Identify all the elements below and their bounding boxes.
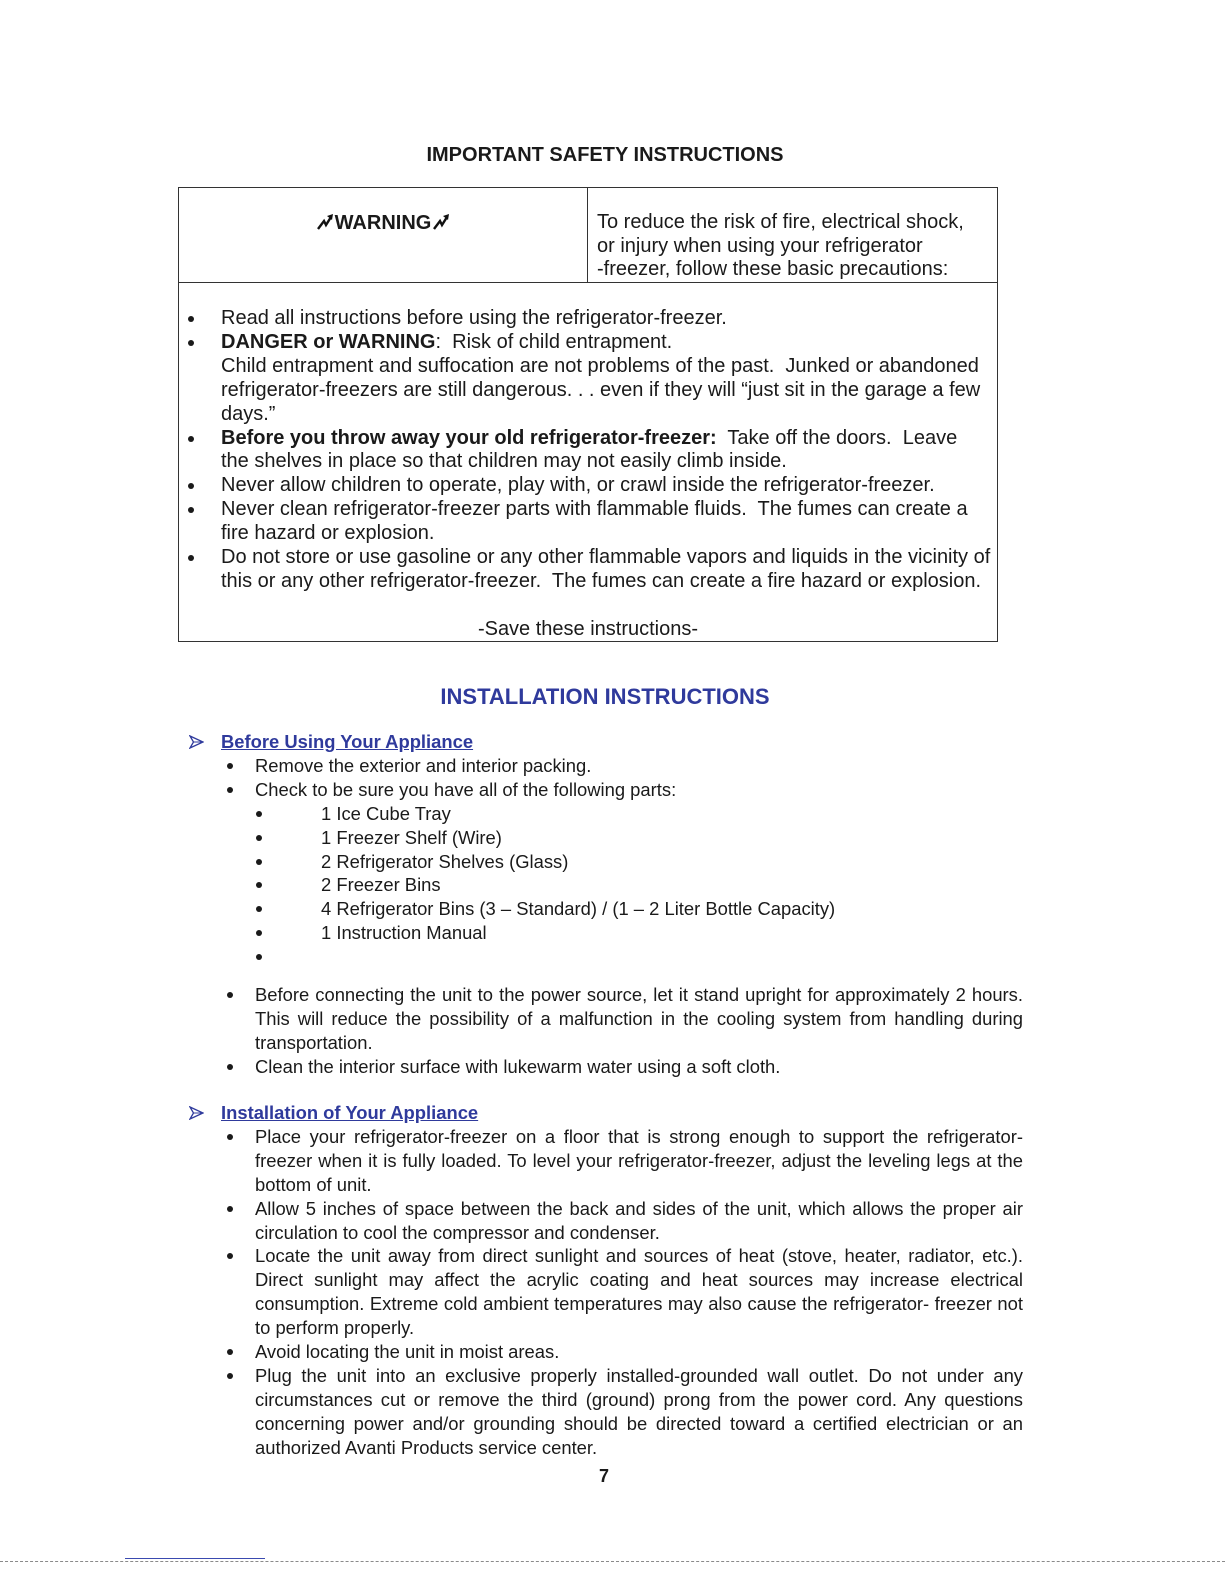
safety-list: [179, 307, 997, 594]
bullet: [227, 992, 233, 998]
list-item: [0, 1125, 1225, 1197]
safety-item-line: Child entrapment and suffocation are not problems of the past. Junked or abandoned: [221, 354, 979, 377]
section-heading: [0, 730, 1225, 754]
part-label-empty: [321, 945, 1089, 969]
bullet: [227, 1373, 233, 1379]
footnote-separator: [125, 1558, 265, 1559]
bullet: [188, 340, 194, 346]
list-item-line: Place your refrigerator-freezer on a floor that is strong enough to support the refrigerator-: [255, 1125, 1023, 1147]
bullet: [227, 1134, 233, 1140]
lightning-arrow-icon: [315, 212, 335, 232]
page-break-line: [0, 1561, 1225, 1562]
safety-item-line: fire hazard or explosion.: [221, 522, 435, 545]
part-label: 4 Refrigerator Bins (3 – Standard) / (1 – 2 Liter Bottle Capacity): [321, 898, 836, 920]
list-item-line: consumption. Extreme cold ambient temperatures may also cause the refrigerator- freezer not: [255, 1293, 1023, 1315]
precaution-line: or injury when using your refrigerator: [597, 234, 923, 257]
list-item: [0, 1197, 1225, 1245]
part-item: [0, 850, 1225, 874]
part-label: 1 Ice Cube Tray: [321, 802, 451, 824]
list-item: [0, 1364, 1225, 1460]
safety-item-line: the shelves in place so that children may not easily climb inside.: [221, 450, 787, 473]
list-item-line: authorized Avanti Products service center.: [255, 1436, 598, 1458]
bullet: [188, 507, 194, 513]
safety-item-line: Never clean refrigerator-freezer parts with flammable fluids. The fumes can create a: [221, 498, 968, 521]
safety-item: [179, 427, 997, 475]
safety-item-text: : Risk of child entrapment.: [435, 330, 673, 353]
list-item-line: Check to be sure you have all of the following parts:: [255, 778, 677, 800]
bullet: [256, 954, 262, 960]
safety-item-line: Do not store or use gasoline or any other flammable vapors and liquids in the vicinity of: [221, 546, 991, 569]
list-item-line: Remove the exterior and interior packing.: [255, 754, 592, 776]
list-item-line: Direct sunlight may affect the acrylic coating and heat sources may increase electrical: [255, 1269, 1023, 1291]
list-item-line: Avoid locating the unit in moist areas.: [255, 1341, 560, 1363]
lightning-arrow-icon: [431, 212, 451, 232]
bullet: [227, 1206, 233, 1212]
save-instructions-note: -Save these instructions-: [477, 618, 699, 640]
bullet: [188, 316, 194, 322]
bullet: [227, 787, 233, 793]
safety-item-line: Never allow children to operate, play with, or crawl inside the refrigerator-freezer.: [221, 474, 935, 497]
precaution-line: To reduce the risk of fire, electrical shock,: [597, 211, 964, 233]
installation-title: INSTALLATION INSTRUCTIONS: [440, 684, 770, 709]
part-item: [0, 802, 1225, 826]
installation-heading: Installation of Your Appliance: [221, 1102, 479, 1123]
before-using-heading: Before Using Your Appliance: [221, 731, 474, 752]
bullet: [227, 1253, 233, 1259]
bullet: [256, 930, 262, 936]
list-item-line: This will reduce the possibility of a malfunction in the cooling system from handling during: [255, 1007, 1023, 1029]
bullet: [256, 835, 262, 841]
empty-part-item: [0, 945, 1225, 969]
part-label: 1 Freezer Shelf (Wire): [321, 826, 502, 848]
warning-cell: [179, 188, 587, 282]
list-item: [0, 754, 1225, 778]
bullet: [188, 555, 194, 561]
disposal-lead: Before you throw away your old refrigerator-freezer:: [221, 426, 717, 449]
part-label: 2 Refrigerator Shelves (Glass): [321, 850, 569, 872]
list-item: [0, 1244, 1225, 1340]
list-item-line: bottom of unit.: [255, 1173, 372, 1195]
bullet: [227, 763, 233, 769]
safety-item: [179, 498, 997, 546]
before-using-section: [0, 730, 1225, 1079]
header-divider: [179, 282, 997, 283]
list-item-line: circulation to cool the compressor and condenser.: [255, 1221, 660, 1243]
list-item-line: to perform properly.: [255, 1317, 415, 1339]
list-item: [0, 983, 1225, 1055]
bullet: [188, 483, 194, 489]
safety-item-line: days.”: [221, 402, 276, 425]
safety-item: [179, 546, 997, 594]
list-item-line: Locate the unit away from direct sunlight and sources of heat (stove, heater, radiator, etc.).: [255, 1245, 1023, 1267]
safety-item: [179, 474, 997, 498]
arrowhead-bullet-icon: [189, 735, 204, 749]
part-item: [0, 897, 1225, 921]
safety-item-line: this or any other refrigerator-freezer. The fumes can create a fire hazard or explosion.: [221, 569, 981, 592]
bullet: [256, 882, 262, 888]
list-item-line: concerning power and/or grounding should be directed toward a certified electrician or an: [255, 1412, 1023, 1434]
list-item-line: circumstances cut or remove the third (ground) prong from the power cord. Any questions: [255, 1388, 1023, 1410]
list-item: [0, 1340, 1225, 1364]
safety-item-line: refrigerator-freezers are still dangerous. . . even if they will “just sit in the garage a few: [221, 378, 981, 401]
installation-section: [0, 1101, 1225, 1460]
safety-item: [179, 307, 997, 331]
safety-item-line: Read all instructions before using the refrigerator-freezer.: [221, 307, 727, 329]
list-item-line: Plug the unit into an exclusive properly installed-grounded wall outlet. Do not under any: [255, 1364, 1023, 1386]
cell-divider: [587, 188, 588, 282]
danger-lead: DANGER or WARNING: [221, 330, 436, 353]
part-label: 1 Instruction Manual: [321, 922, 487, 944]
precaution-line: -freezer, follow these basic precautions:: [597, 258, 949, 280]
part-item: [0, 826, 1225, 850]
warning-heading: [179, 212, 587, 236]
list-item-line: transportation.: [255, 1031, 373, 1053]
list-item-line: freezer when it is fully loaded. To level your refrigerator-freezer, adjust the leveling legs at the: [255, 1149, 1023, 1171]
list-item: [0, 778, 1225, 802]
bullet: [256, 859, 262, 865]
safety-item-line: [221, 331, 997, 355]
precaution-cell: [597, 211, 964, 282]
list-item-line: Before connecting the unit to the power source, let it stand upright for approximately 2 hours.: [255, 984, 1023, 1006]
safety-item-line: [221, 427, 997, 451]
bullet: [256, 906, 262, 912]
part-label: 2 Freezer Bins: [321, 874, 441, 896]
part-item: [0, 873, 1225, 897]
bullet: [188, 436, 194, 442]
bullet: [227, 1349, 233, 1355]
arrowhead-bullet-icon: [189, 1106, 204, 1120]
safety-item-text: Take off the doors. Leave: [716, 426, 958, 449]
list-item-line: Clean the interior surface with lukewarm water using a soft cloth.: [255, 1055, 781, 1077]
list-item: [0, 1055, 1225, 1079]
warning-label: WARNING: [334, 212, 432, 234]
list-item-line: Allow 5 inches of space between the back and sides of the unit, which allows the proper air: [255, 1197, 1023, 1219]
safety-title: IMPORTANT SAFETY INSTRUCTIONS: [426, 144, 784, 166]
safety-box: [178, 187, 998, 642]
safety-item: [179, 331, 997, 427]
bullet: [227, 1064, 233, 1070]
part-item: [0, 921, 1225, 945]
section-heading: [0, 1101, 1225, 1125]
page-number: 7: [598, 1466, 609, 1486]
bullet: [256, 811, 262, 817]
